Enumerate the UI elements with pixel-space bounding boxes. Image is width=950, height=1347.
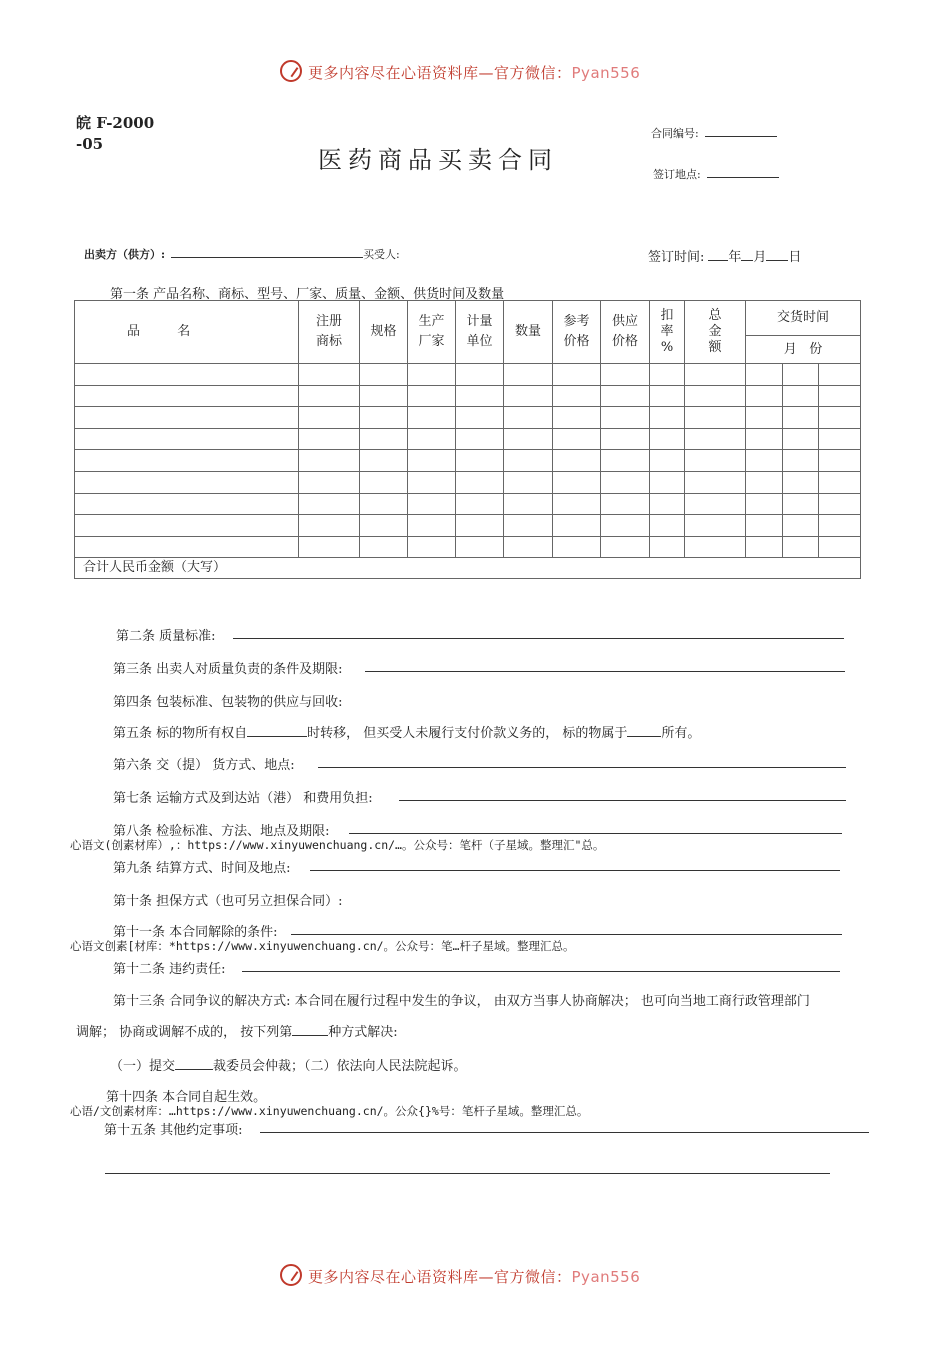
table-cell[interactable] xyxy=(504,385,553,407)
table-cell[interactable] xyxy=(360,493,408,515)
sign-time-field[interactable]: 签订时间: 年 月 日 xyxy=(648,246,801,265)
article-11: 第十一条 本合同解除的条件: xyxy=(113,925,278,940)
arbitration-committee-field[interactable] xyxy=(175,1056,213,1070)
article-6: 第六条 交（提） 货方式、地点: xyxy=(113,758,295,773)
table-cell[interactable] xyxy=(746,515,783,537)
article-9: 第九条 结算方式、时间及地点: xyxy=(113,861,291,876)
article-15-line-2[interactable] xyxy=(105,1173,830,1174)
article-6-line[interactable] xyxy=(318,767,846,768)
table-cell[interactable] xyxy=(746,471,783,493)
table-cell[interactable] xyxy=(783,364,819,386)
table-cell[interactable] xyxy=(819,364,861,386)
table-cell[interactable] xyxy=(650,428,685,450)
doc-code: 皖 F-2000 -05 xyxy=(76,114,155,153)
table-cell[interactable] xyxy=(746,385,783,407)
table-row xyxy=(75,385,861,407)
table-cell[interactable] xyxy=(650,536,685,558)
header-maker: 生产 厂家 xyxy=(408,301,456,364)
table-cell[interactable] xyxy=(650,450,685,472)
table-cell[interactable] xyxy=(819,515,861,537)
table-cell[interactable] xyxy=(746,428,783,450)
table-cell[interactable] xyxy=(746,364,783,386)
table-cell[interactable] xyxy=(553,450,601,472)
article-13-cont: 调解； 协商或调解不成的， 按下列第 种方式解决: xyxy=(76,1021,398,1040)
table-cell[interactable] xyxy=(75,471,299,493)
watermark-line-1: 心语文(创素材库）,：https://www.xinyuwenchuang.cn/…。公众号：笔杆（子星域。整理汇"总。 xyxy=(70,838,605,852)
table-cell[interactable] xyxy=(553,385,601,407)
table-cell[interactable] xyxy=(299,493,360,515)
article-10: 第十条 担保方式（也可另立担保合同）: xyxy=(113,894,343,909)
table-cell[interactable] xyxy=(783,428,819,450)
table-cell[interactable] xyxy=(408,450,456,472)
header-discount: 扣 率 % xyxy=(650,301,685,364)
sign-place-field[interactable]: 签订地点: xyxy=(653,164,779,182)
table-cell[interactable] xyxy=(685,471,746,493)
header-unit: 计量 单位 xyxy=(456,301,504,364)
table-cell[interactable] xyxy=(601,450,650,472)
seller-field[interactable]: 出卖方（供方）: 买受人: xyxy=(84,244,400,262)
table-cell[interactable] xyxy=(553,364,601,386)
table-cell[interactable] xyxy=(685,428,746,450)
table-cell[interactable] xyxy=(75,536,299,558)
table-cell[interactable] xyxy=(504,450,553,472)
header-supply-price: 供应 价格 xyxy=(601,301,650,364)
table-cell[interactable] xyxy=(685,493,746,515)
article-7: 第七条 运输方式及到达站（港） 和费用负担: xyxy=(113,791,373,806)
table-cell[interactable] xyxy=(685,364,746,386)
table-cell[interactable] xyxy=(360,428,408,450)
table-cell[interactable] xyxy=(783,536,819,558)
table-row xyxy=(75,536,861,558)
table-cell[interactable] xyxy=(75,493,299,515)
table-cell[interactable] xyxy=(650,385,685,407)
article-9-line[interactable] xyxy=(310,870,840,871)
table-cell[interactable] xyxy=(456,364,504,386)
article-5: 第五条 标的物所有权自 时转移， 但买受人未履行支付价款义务的， 标的物属于 所有。 xyxy=(113,722,700,741)
article-14: 第十四条 本合同自起生效。 xyxy=(106,1090,267,1105)
table-cell[interactable] xyxy=(553,428,601,450)
header-qty: 数量 xyxy=(504,301,553,364)
table-cell[interactable] xyxy=(299,536,360,558)
table-cell[interactable] xyxy=(75,385,299,407)
table-cell[interactable] xyxy=(408,536,456,558)
table-cell[interactable] xyxy=(504,407,553,429)
article-1: 第一条 产品名称、商标、型号、厂家、质量、金额、供货时间及数量 xyxy=(110,287,505,302)
table-cell[interactable] xyxy=(360,364,408,386)
table-cell[interactable] xyxy=(75,428,299,450)
table-cell[interactable] xyxy=(746,407,783,429)
table-cell[interactable] xyxy=(783,493,819,515)
table-cell[interactable] xyxy=(819,407,861,429)
table-cell[interactable] xyxy=(783,471,819,493)
article-15: 第十五条 其他约定事项: xyxy=(104,1123,243,1138)
table-cell[interactable] xyxy=(746,493,783,515)
header-delivery: 交货时间 xyxy=(746,301,861,336)
table-cell[interactable] xyxy=(553,493,601,515)
article-13: 第十三条 合同争议的解决方式: 本合同在履行过程中发生的争议， 由双方当事人协商解决； 也可向当地工商行政管理部门 xyxy=(113,994,810,1009)
table-row xyxy=(75,515,861,537)
table-cell[interactable] xyxy=(650,515,685,537)
table-cell[interactable] xyxy=(685,407,746,429)
table-cell[interactable] xyxy=(819,385,861,407)
article-8-line[interactable] xyxy=(349,833,842,834)
page-title: 医药商品买卖合同 xyxy=(318,146,558,174)
table-cell[interactable] xyxy=(299,364,360,386)
table-cell[interactable] xyxy=(456,428,504,450)
watermark-line-3: 心语/文创素材库：…https://www.xinyuwenchuang.cn/。公众{}%号：笔杆子星域。整理汇总。 xyxy=(70,1104,589,1118)
table-cell[interactable] xyxy=(819,450,861,472)
table-cell[interactable] xyxy=(650,493,685,515)
table-cell[interactable] xyxy=(601,407,650,429)
table-cell[interactable] xyxy=(553,471,601,493)
table-cell[interactable] xyxy=(504,515,553,537)
table-row xyxy=(75,428,861,450)
table-cell[interactable] xyxy=(601,428,650,450)
table-cell[interactable] xyxy=(299,471,360,493)
article-3-line[interactable] xyxy=(365,671,845,672)
watermark-line-2: 心语文创素[材库：*https://www.xinyuwenchuang.cn/。公众号：笔…杆子星域。整理汇总。 xyxy=(70,939,575,953)
table-cell[interactable] xyxy=(456,407,504,429)
table-row xyxy=(75,364,861,386)
table-cell[interactable] xyxy=(360,385,408,407)
table-cell[interactable] xyxy=(75,364,299,386)
article-12: 第十二条 违约责任: xyxy=(113,962,226,977)
article-3: 第三条 出卖人对质量负责的条件及期限: xyxy=(113,662,343,677)
table-cell[interactable] xyxy=(601,364,650,386)
watermark-bottom: 更多内容尽在心语资料库—官方微信：Pyan556 xyxy=(308,1268,641,1286)
table-cell[interactable] xyxy=(408,364,456,386)
article-13-options: （一）提交 裁委员会仲裁；（二）依法向人民法院起诉。 xyxy=(110,1055,467,1074)
table-cell[interactable] xyxy=(819,536,861,558)
article-12-line[interactable] xyxy=(242,971,840,972)
article-7-line[interactable] xyxy=(399,800,846,801)
ownership-party-field[interactable] xyxy=(627,723,661,737)
article-2-line[interactable] xyxy=(233,638,844,639)
header-brand: 注册 商标 xyxy=(299,301,360,364)
table-cell[interactable] xyxy=(685,385,746,407)
article-8: 第八条 检验标准、方法、地点及期限: xyxy=(113,824,330,839)
table-cell[interactable] xyxy=(408,407,456,429)
article-11-line[interactable] xyxy=(291,934,842,935)
table-cell[interactable] xyxy=(601,385,650,407)
table-cell[interactable] xyxy=(504,364,553,386)
table-cell[interactable] xyxy=(783,450,819,472)
contract-number-field[interactable]: 合同编号: xyxy=(651,123,777,141)
dispute-option-field[interactable] xyxy=(292,1022,328,1036)
table-cell[interactable] xyxy=(75,450,299,472)
table-cell[interactable] xyxy=(75,515,299,537)
table-cell[interactable] xyxy=(650,471,685,493)
article-2: 第二条 质量标准: xyxy=(116,629,216,644)
table-cell[interactable] xyxy=(819,471,861,493)
article-15-line[interactable] xyxy=(260,1132,869,1133)
watermark-top: 更多内容尽在心语资料库—官方微信：Pyan556 xyxy=(308,64,641,82)
total-amount-row: 合计人民币金额（大写） xyxy=(75,558,861,579)
article-4: 第四条 包装标准、包装物的供应与回收: xyxy=(113,695,343,710)
table-cell[interactable] xyxy=(360,536,408,558)
table-row xyxy=(75,407,861,429)
table-cell[interactable] xyxy=(456,450,504,472)
table-cell[interactable] xyxy=(783,515,819,537)
table-cell[interactable] xyxy=(553,515,601,537)
table-cell[interactable] xyxy=(746,536,783,558)
table-cell[interactable] xyxy=(408,385,456,407)
table-cell[interactable] xyxy=(601,515,650,537)
table-cell[interactable] xyxy=(408,471,456,493)
table-cell[interactable] xyxy=(783,407,819,429)
table-cell[interactable] xyxy=(299,450,360,472)
table-cell[interactable] xyxy=(553,407,601,429)
table-cell[interactable] xyxy=(650,407,685,429)
table-cell[interactable] xyxy=(783,385,819,407)
table-cell[interactable] xyxy=(746,450,783,472)
table-cell[interactable] xyxy=(456,385,504,407)
table-cell[interactable] xyxy=(299,407,360,429)
table-cell[interactable] xyxy=(408,515,456,537)
table-cell[interactable] xyxy=(456,515,504,537)
watermark-logo-icon xyxy=(280,60,302,82)
table-cell[interactable] xyxy=(504,493,553,515)
table-cell[interactable] xyxy=(299,428,360,450)
ownership-transfer-field[interactable] xyxy=(247,723,307,737)
table-cell[interactable] xyxy=(504,471,553,493)
table-cell[interactable] xyxy=(650,364,685,386)
header-spec: 规格 xyxy=(360,301,408,364)
table-cell[interactable] xyxy=(360,515,408,537)
goods-table xyxy=(74,300,861,579)
table-cell[interactable] xyxy=(601,536,650,558)
table-cell[interactable] xyxy=(685,536,746,558)
table-cell[interactable] xyxy=(504,428,553,450)
table-cell[interactable] xyxy=(504,536,553,558)
table-cell[interactable] xyxy=(408,428,456,450)
table-cell[interactable] xyxy=(456,493,504,515)
table-row xyxy=(75,450,861,472)
table-cell[interactable] xyxy=(819,428,861,450)
table-cell[interactable] xyxy=(456,471,504,493)
header-name: 品 名 xyxy=(75,301,299,364)
table-cell[interactable] xyxy=(601,471,650,493)
table-cell[interactable] xyxy=(601,493,650,515)
header-month: 月 份 xyxy=(746,336,861,364)
table-cell[interactable] xyxy=(685,515,746,537)
table-cell[interactable] xyxy=(299,515,360,537)
table-cell[interactable] xyxy=(360,471,408,493)
table-cell[interactable] xyxy=(360,407,408,429)
table-row xyxy=(75,493,861,515)
table-cell[interactable] xyxy=(75,407,299,429)
table-row xyxy=(75,471,861,493)
header-ref-price: 参考 价格 xyxy=(553,301,601,364)
table-cell[interactable] xyxy=(408,493,456,515)
table-cell[interactable] xyxy=(360,450,408,472)
table-cell[interactable] xyxy=(456,536,504,558)
watermark-logo-bottom-icon xyxy=(280,1264,302,1286)
table-cell[interactable] xyxy=(819,493,861,515)
header-total: 总 金 额 xyxy=(685,301,746,364)
table-cell[interactable] xyxy=(553,536,601,558)
table-cell[interactable] xyxy=(299,385,360,407)
table-cell[interactable] xyxy=(685,450,746,472)
